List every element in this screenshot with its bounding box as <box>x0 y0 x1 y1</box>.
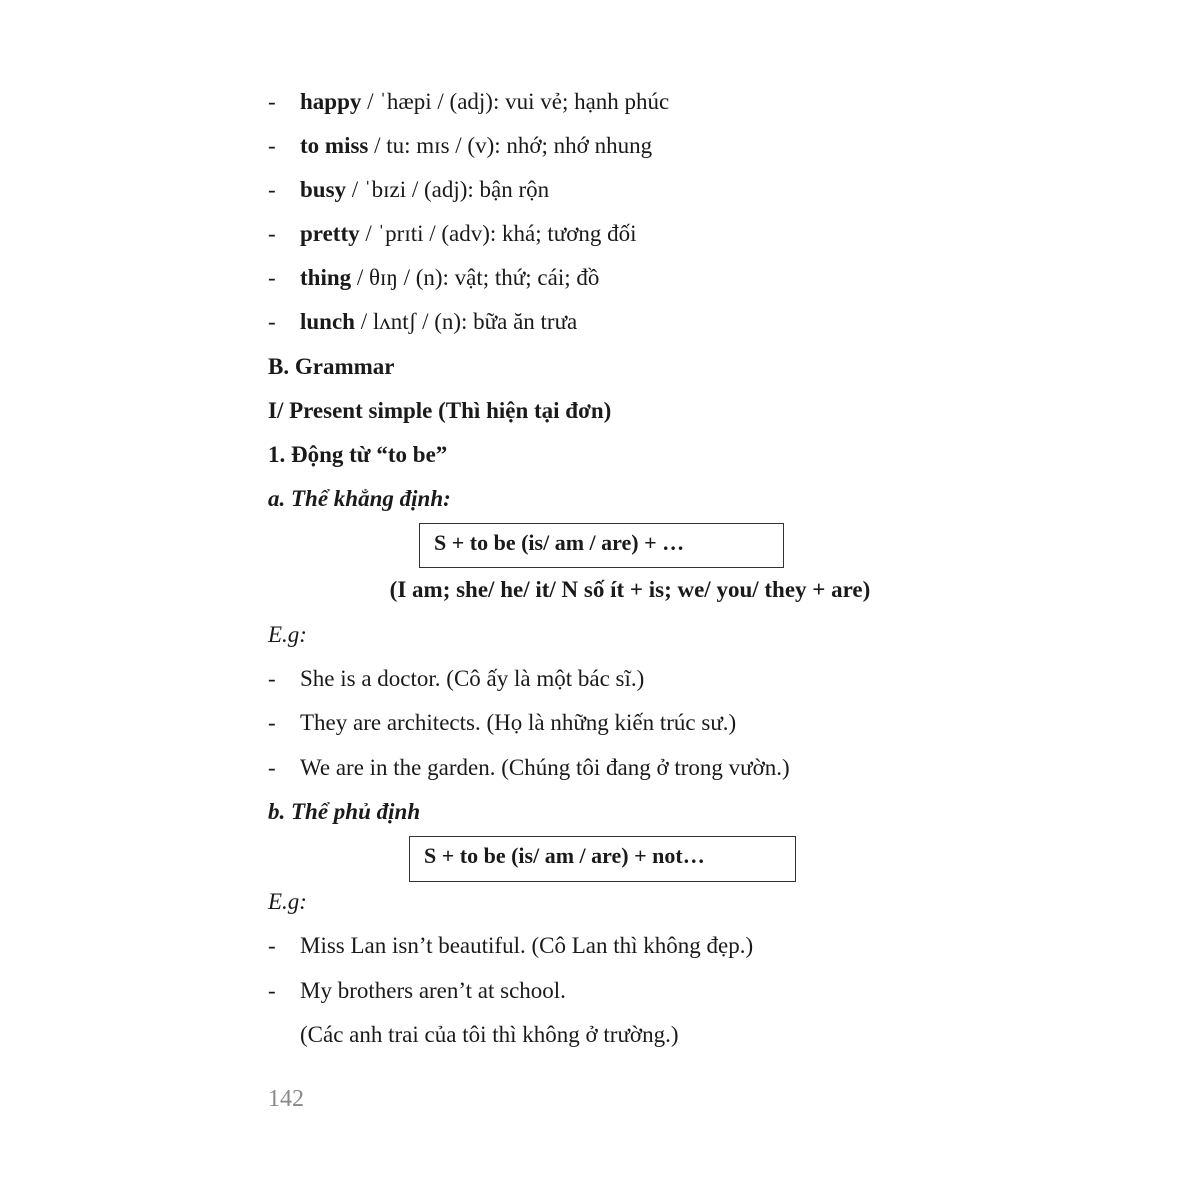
example-item: - We are in the garden. (Chúng tôi đang ở trong vườn.) <box>268 755 790 780</box>
example-label: E.g: <box>268 622 307 647</box>
example-text: They are architects. (Họ là những kiến trúc sư.) <box>300 710 737 735</box>
vocab-word: busy <box>300 177 347 202</box>
vocab-item: - busy / ˈbɪzi / (adj): bận rộn <box>268 177 550 202</box>
example-label: E.g: <box>268 889 307 914</box>
section-heading-present-simple: I/ Present simple (Thì hiện tại đơn) <box>268 398 612 423</box>
example-item: - Miss Lan isn’t beautiful. (Cô Lan thì không đẹp.) <box>268 933 754 958</box>
example-text: My brothers aren’t at school. <box>300 978 566 1003</box>
example-item: - They are architects. (Họ là những kiến trúc sư.) <box>268 710 737 735</box>
example-item: - My brothers aren’t at school. <box>268 978 566 1003</box>
vocab-definition: / ˈhæpi / (adj): vui vẻ; hạnh phúc <box>361 89 670 114</box>
example-continuation: (Các anh trai của tôi thì không ở trường.) <box>300 1022 679 1047</box>
subsection-affirmative: a. Thể khẳng định: <box>268 486 451 511</box>
section-heading-grammar: B. Grammar <box>268 354 395 379</box>
subsection-negative: b. Thể phủ định <box>268 799 421 824</box>
vocab-word: thing <box>300 265 352 290</box>
page-number: 142 <box>268 1086 304 1112</box>
subsection-heading-to-be: 1. Động từ “to be” <box>268 442 448 467</box>
vocab-word: pretty <box>300 221 360 246</box>
formula-box-negative: S + to be (is/ am / are) + not… <box>409 836 796 882</box>
vocab-definition: / ˈprɪti / (adv): khá; tương đối <box>359 221 637 246</box>
example-text: Miss Lan isn’t beautiful. (Cô Lan thì không đẹp.) <box>300 933 754 958</box>
vocab-item: - pretty / ˈprɪti / (adv): khá; tương đối <box>268 221 637 246</box>
example-text: We are in the garden. (Chúng tôi đang ở trong vườn.) <box>300 755 790 780</box>
formula-note: (I am; she/ he/ it/ N số ít + is; we/ you/ they + are) <box>389 577 871 602</box>
vocab-word: lunch <box>300 309 355 334</box>
formula-box-affirmative: S + to be (is/ am / are) + … <box>419 523 784 568</box>
vocab-definition: / tu: mɪs / (v): nhớ; nhớ nhung <box>368 133 653 158</box>
example-text: She is a doctor. (Cô ấy là một bác sĩ.) <box>300 666 645 691</box>
vocab-item: - thing / θɪŋ / (n): vật; thứ; cái; đồ <box>268 265 600 290</box>
vocab-item: - to miss / tu: mɪs / (v): nhớ; nhớ nhung <box>268 133 653 158</box>
vocab-item: - happy / ˈhæpi / (adj): vui vẻ; hạnh phúc <box>268 89 670 114</box>
vocab-definition: / ˈbɪzi / (adj): bận rộn <box>346 177 550 202</box>
vocab-item: - lunch / lʌntʃ / (n): bữa ăn trưa <box>268 309 578 334</box>
vocab-definition: / θɪŋ / (n): vật; thứ; cái; đồ <box>351 265 600 290</box>
vocab-definition: / lʌntʃ / (n): bữa ăn trưa <box>354 309 578 334</box>
vocab-word: to miss <box>300 133 369 158</box>
vocab-word: happy <box>300 89 362 114</box>
example-item: - She is a doctor. (Cô ấy là một bác sĩ.) <box>268 666 645 691</box>
